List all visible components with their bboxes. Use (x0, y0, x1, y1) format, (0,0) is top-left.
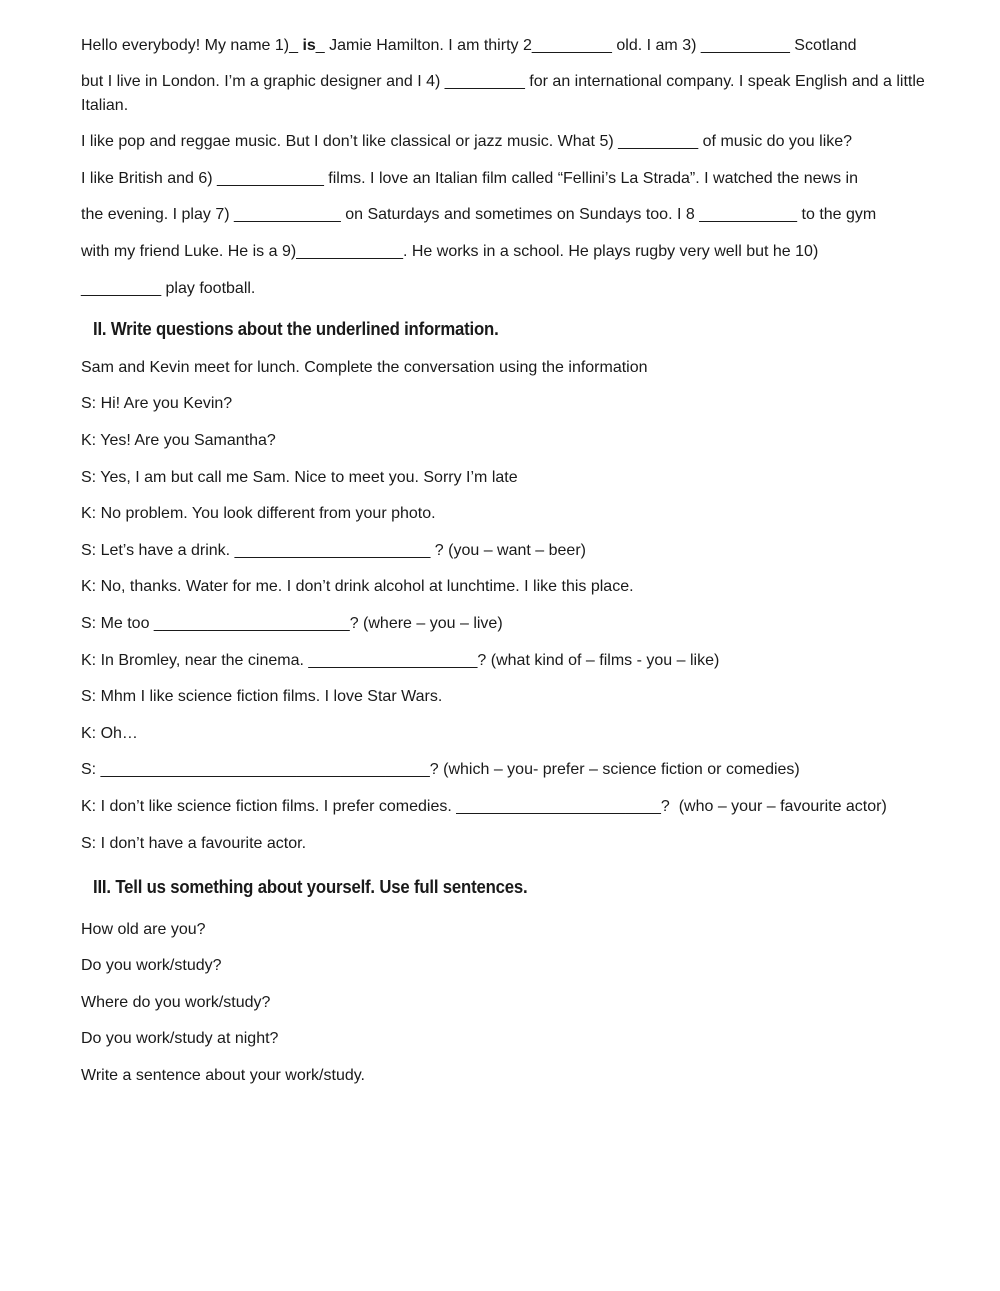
dialogue-line: K: Oh… (81, 725, 138, 742)
dialogue-line: S: Hi! Are you Kevin? (81, 395, 233, 412)
section1-line-3: Italian. (81, 97, 129, 114)
dialogue-line: S: I don’t have a favourite actor. (81, 835, 307, 852)
section1-line-1 (81, 36, 857, 56)
section1-line-8: _________ play football. (81, 280, 256, 297)
question-line: How old are you? (81, 921, 206, 938)
section1-line-6: the evening. I play 7) ____________ on Saturdays and sometimes on Sundays too. I 8 ___________ to the gym (81, 206, 877, 223)
section2-heading: II. Write questions about the underlined information. (93, 319, 499, 339)
dialogue-line: S: Mhm I like science fiction films. I love Star Wars. (81, 688, 443, 705)
line-1-post: _ Jamie Hamilton. I am thirty 2_________ old. I am 3) __________ Scotland (315, 37, 857, 54)
dialogue-line: S: Me too ______________________? (where – you – live) (81, 615, 503, 632)
question-line: Write a sentence about your work/study. (81, 1067, 365, 1084)
section1-line-7: with my friend Luke. He is a 9)____________. He works in a school. He plays rugby very well but he 10) (81, 243, 819, 260)
dialogue-line: K: In Bromley, near the cinema. ___________________? (what kind of – films - you – like) (81, 652, 720, 669)
section1-line-2: but I live in London. I’m a graphic designer and I 4) _________ for an international company. I speak English and a little (81, 73, 925, 90)
section1-line-4: I like pop and reggae music. But I don’t like classical or jazz music. What 5) _________ of music do you like? (81, 133, 853, 150)
dialogue-line: K: No problem. You look different from your photo. (81, 505, 436, 522)
answer-is: is (302, 37, 316, 54)
section1-line-5: I like British and 6) ____________ films. I love an Italian film called “Fellini’s La Strada”. I watched the news in (81, 170, 858, 187)
dialogue-line: S: Let’s have a drink. ______________________ ? (you – want – beer) (81, 542, 586, 559)
dialogue-line: K: Yes! Are you Samantha? (81, 432, 276, 449)
section3-heading: III. Tell us something about yourself. Use full sentences. (93, 877, 528, 897)
question-line: Where do you work/study? (81, 994, 271, 1011)
dialogue-line: K: No, thanks. Water for me. I don’t drink alcohol at lunchtime. I like this place. (81, 578, 634, 595)
dialogue-line: S: Yes, I am but call me Sam. Nice to meet you. Sorry I’m late (81, 469, 518, 486)
dialogue-line: K: I don’t like science fiction films. I prefer comedies. _______________________? (who – your – favourite actor) (81, 798, 887, 815)
section2-intro: Sam and Kevin meet for lunch. Complete the conversation using the information (81, 359, 648, 376)
dialogue-line: S: _____________________________________? (which – you- prefer – science fiction or comedies) (81, 761, 800, 778)
line-1-pre: Hello everybody! My name 1)_ (81, 37, 303, 54)
question-line: Do you work/study? (81, 957, 222, 974)
question-line: Do you work/study at night? (81, 1030, 279, 1047)
